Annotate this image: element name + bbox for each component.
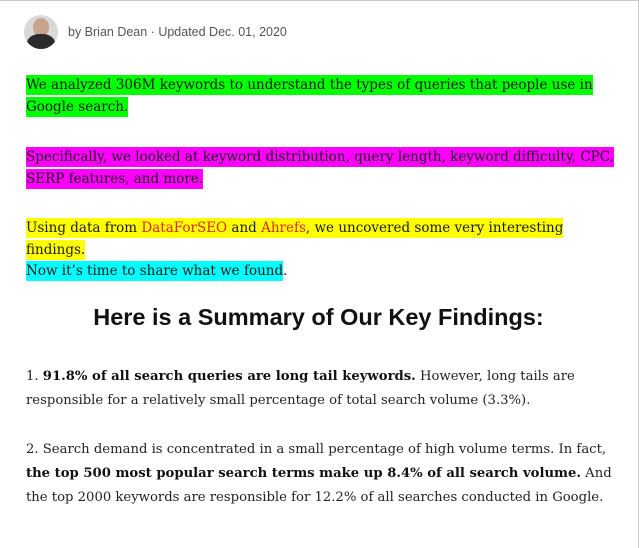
finding-1-bold: 91.8% of all search queries are long tail keywords. bbox=[42, 369, 416, 384]
summary-heading: Here is a Summary of Our Key Findings: bbox=[93, 304, 544, 330]
finding-2 bbox=[26, 438, 616, 510]
finding-2-prefix: 2. Search demand is concentrated in a small percentage of high volume terms. In fact, bbox=[26, 442, 607, 457]
finding-1-rest: However, long tails are responsible for a relatively small percentage of total search volume (3.3%). bbox=[26, 369, 575, 408]
author-avatar[interactable] bbox=[24, 15, 58, 49]
p3-text-after: , we uncovered some very interesting findings. bbox=[26, 220, 564, 258]
p3-text-before: Using data from bbox=[26, 220, 142, 236]
finding-2-rest: And the top 2000 keywords are responsible for 12.2% of all searches conducted in Google. bbox=[26, 466, 612, 505]
finding-1-prefix: 1. bbox=[26, 369, 43, 384]
finding-1 bbox=[26, 365, 616, 413]
intro-highlight-cyan: Now it’s time to share what we found bbox=[26, 263, 284, 279]
frame-border-top bbox=[0, 0, 639, 1]
intro-paragraph-3 bbox=[26, 217, 616, 261]
ahrefs-link[interactable]: Ahrefs bbox=[261, 220, 306, 236]
finding-2-bold: the top 500 most popular search terms make up 8.4% of all search volume. bbox=[26, 466, 581, 481]
intro-highlight-green: We analyzed 306M keywords to understand the types of queries that people use in Google search. bbox=[26, 77, 593, 115]
avatar-body-shape bbox=[27, 34, 55, 49]
p3-text-middle: and bbox=[227, 220, 262, 236]
intro-paragraph-4 bbox=[26, 260, 616, 282]
intro-paragraph-1 bbox=[26, 74, 616, 118]
byline bbox=[24, 14, 287, 50]
dataforseo-link[interactable]: DataForSEO bbox=[141, 220, 228, 236]
intro-highlight-magenta: Specifically, we looked at keyword distribution, query length, keyword difficulty, CPC, SERP features, and more. bbox=[26, 149, 614, 187]
p4-trailing-period: . bbox=[283, 263, 288, 279]
byline-text: by Brian Dean · Updated Dec. 01, 2020 bbox=[68, 25, 287, 39]
intro-paragraph-2 bbox=[26, 146, 616, 190]
intro-highlight-yellow bbox=[26, 218, 563, 260]
